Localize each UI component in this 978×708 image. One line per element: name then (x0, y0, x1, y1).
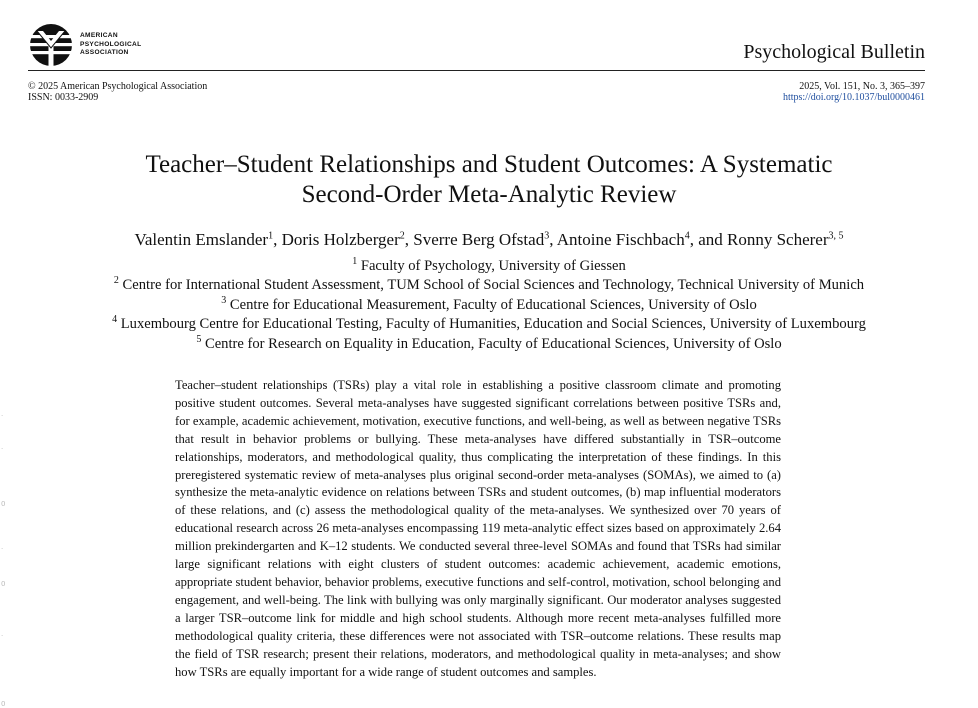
affiliation-number: 3 (221, 294, 227, 306)
affiliation-line (0, 335, 978, 354)
logo-line: PSYCHOLOGICAL (80, 40, 142, 48)
article-title (0, 150, 978, 210)
author-separator: , and (689, 230, 728, 249)
margin-mark: · (1, 545, 4, 553)
copyright-line: © 2025 American Psychological Association (28, 81, 208, 92)
title-line: Second-Order Meta-Analytic Review (301, 181, 677, 208)
affiliation-number: 5 (196, 333, 202, 345)
affiliation-text: Centre for Educational Measurement, Faculty of Educational Sciences, University of Oslo (226, 296, 757, 313)
margin-mark: 0 (1, 580, 6, 588)
affiliation-text: Luxembourg Centre for Educational Testing, Faculty of Humanities, Education and Social Sciences, University of Luxembourg (117, 316, 866, 333)
title-line: Teacher–Student Relationships and Student Outcomes: A Systematic (145, 151, 833, 178)
margin-mark: · (1, 412, 4, 420)
author-name: Sverre Berg Ofstad (413, 230, 545, 249)
citation-line: 2025, Vol. 151, No. 3, 365–397 (799, 81, 925, 92)
author-separator: , (549, 230, 557, 249)
apa-logo (28, 22, 141, 68)
author-affiliation-marker: 3 (544, 230, 550, 242)
affiliation-text: Faculty of Psychology, University of Giessen (357, 258, 626, 274)
logo-line: AMERICAN (80, 32, 118, 40)
author-affiliation-marker: 4 (684, 230, 690, 242)
apa-logo-text (80, 32, 141, 58)
author-name: Valentin Emslander (134, 230, 269, 249)
author-name: Antoine Fischbach (556, 230, 685, 249)
affiliation-text: Centre for International Student Assessment, TUM School of Social Sciences and Technology, Technical University of Munich (118, 277, 865, 294)
abstract-text: Teacher–student relationships (TSRs) play a vital role in establishing a positive classroom climate and promoting positive student outcomes. Several meta-analyses have suggested significant correlations between positive TSRs and, for example, academic achievement, motivation, executive functions, and well-being, as well as between negative TSRs that result in behavior problems or bullying. These meta-analyses have differed substantially in TSR–outcome relationships, moderators, and methodological quality, thus complicating the interpretation of these findings. In this preregistered systematic review of meta-analyses plus original second-order meta-analyses (SOMAs), we aimed to (a) synthesize the meta-analytic evidence on relations between TSRs and student outcomes, (b) map influential moderators of these relations, and (c) assess the methodological quality of the meta-analyses. We synthesized over 70 years of educational research across 26 meta-analyses encompassing 119 meta-analytic effect sizes based on approximately 2.64 million prekindergarten and K–12 students. We conducted several three-level SOMAs and found that TSRs had similar large significant relations with eight clusters of student outcomes: academic achievement, academic emotions, appropriate student behavior, behavior problems, executive functions and self-control, motivation, school belonging and engagement, and well-being. The link with bullying was only marginally significant. Our moderator analyses suggested a larger TSR–outcome link for middle and high school students. Although more recent meta-analyses fulfilled more methodological quality criteria, these differences were not associated with TSR–outcome relations. These results map the field of TSR research; present their relations, moderators, and methodological quality in meta-analyses; and show how TSRs are equally important for a wide range of student outcomes and samples. (175, 378, 781, 679)
author-affiliation-marker: 3, 5 (828, 230, 844, 242)
affiliation-number: 1 (352, 256, 358, 268)
apa-logo-icon (28, 22, 74, 68)
affiliation-line (0, 257, 978, 276)
affiliation-text: Centre for Research on Equality in Education, Faculty of Educational Sciences, University of Oslo (201, 335, 782, 352)
issn-line: ISSN: 0033-2909 (28, 92, 99, 103)
affiliation-line (0, 315, 978, 334)
author-name: Ronny Scherer (727, 230, 829, 249)
affiliation-line (0, 296, 978, 315)
affiliation-number: 4 (112, 314, 118, 326)
author-separator: , (273, 230, 282, 249)
copyright-block (28, 81, 207, 103)
logo-line: ASSOCIATION (80, 49, 129, 57)
author-list (0, 230, 978, 250)
margin-mark: 0 (1, 500, 6, 508)
header-rule (28, 70, 925, 71)
author-name: Doris Holzberger (281, 230, 400, 249)
margin-mark: 0 (1, 700, 6, 708)
margin-mark: · (1, 445, 4, 453)
journal-title: Psychological Bulletin (743, 41, 925, 63)
affiliation-list (0, 257, 978, 354)
affiliation-number: 2 (113, 275, 119, 287)
author-separator: , (404, 230, 414, 249)
affiliation-line (0, 276, 978, 295)
author-affiliation-marker: 1 (268, 230, 274, 242)
author-affiliation-marker: 2 (399, 230, 405, 242)
margin-mark: · (1, 632, 4, 640)
citation-block (783, 81, 925, 103)
doi-link[interactable]: https://doi.org/10.1037/bul0000461 (782, 92, 925, 103)
